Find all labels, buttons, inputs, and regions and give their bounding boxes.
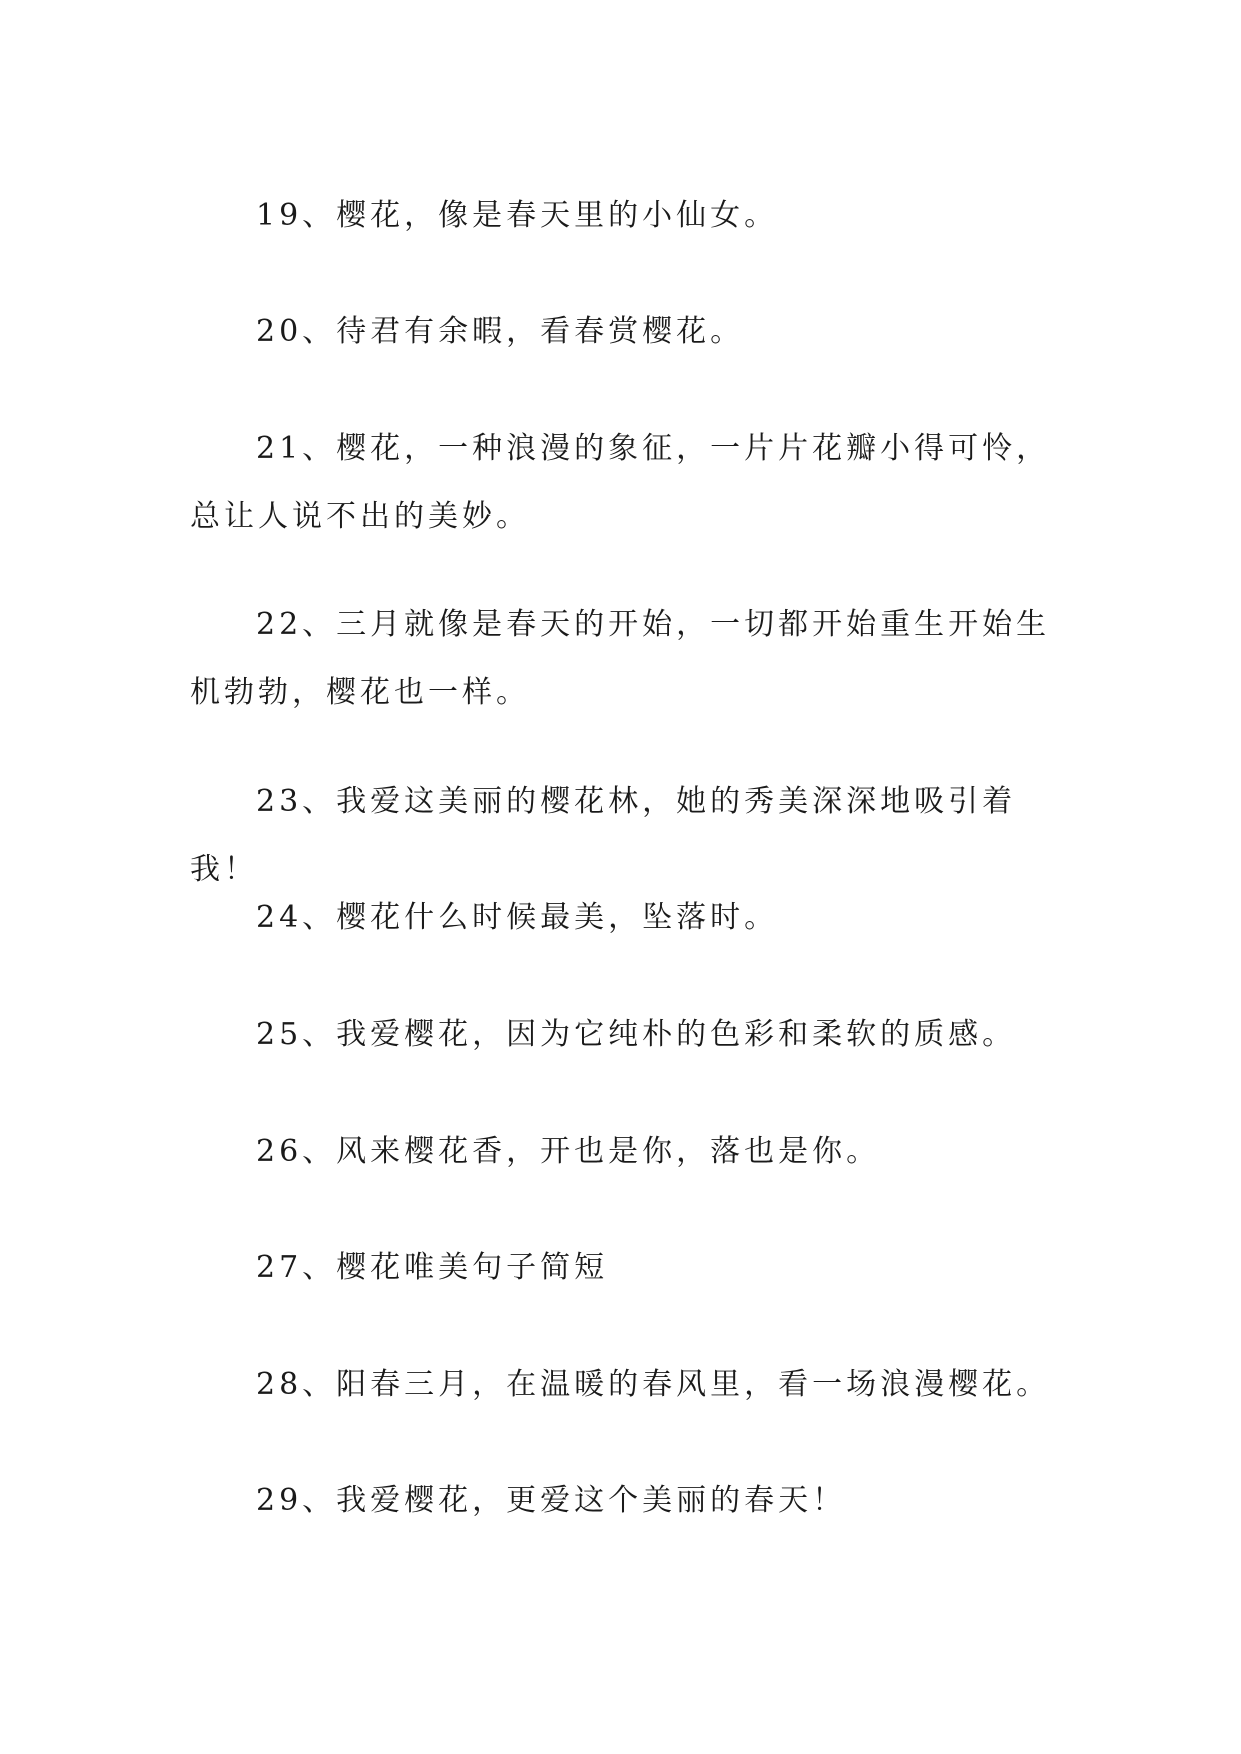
paragraph-21: 21、樱花，一种浪漫的象征，一片片花瓣小得可怜，总让人说不出的美妙。: [190, 431, 1051, 534]
paragraph-19: 19、樱花，像是春天里的小仙女。: [256, 198, 779, 233]
paragraph-27: 27、樱花唯美句子简短: [256, 1250, 609, 1285]
paragraph-29: 29、我爱樱花，更爱这个美丽的春天！: [256, 1483, 847, 1518]
paragraph-23: 23、我爱这美丽的樱花林，她的秀美深深地吸引着我！: [190, 784, 1017, 887]
paragraph-20: 20、待君有余暇，看春赏樱花。: [256, 314, 745, 349]
paragraph-25: 25、我爱樱花，因为它纯朴的色彩和柔软的质感。: [256, 1017, 1017, 1052]
paragraph-24: 24、樱花什么时候最美，坠落时。: [256, 900, 779, 935]
paragraph-22: 22、三月就像是春天的开始，一切都开始重生开始生机勃勃，樱花也一样。: [190, 607, 1051, 710]
paragraph-26: 26、风来樱花香，开也是你，落也是你。: [256, 1134, 881, 1169]
paragraph-28: 28、阳春三月，在温暖的春风里，看一场浪漫樱花。: [256, 1367, 1051, 1402]
